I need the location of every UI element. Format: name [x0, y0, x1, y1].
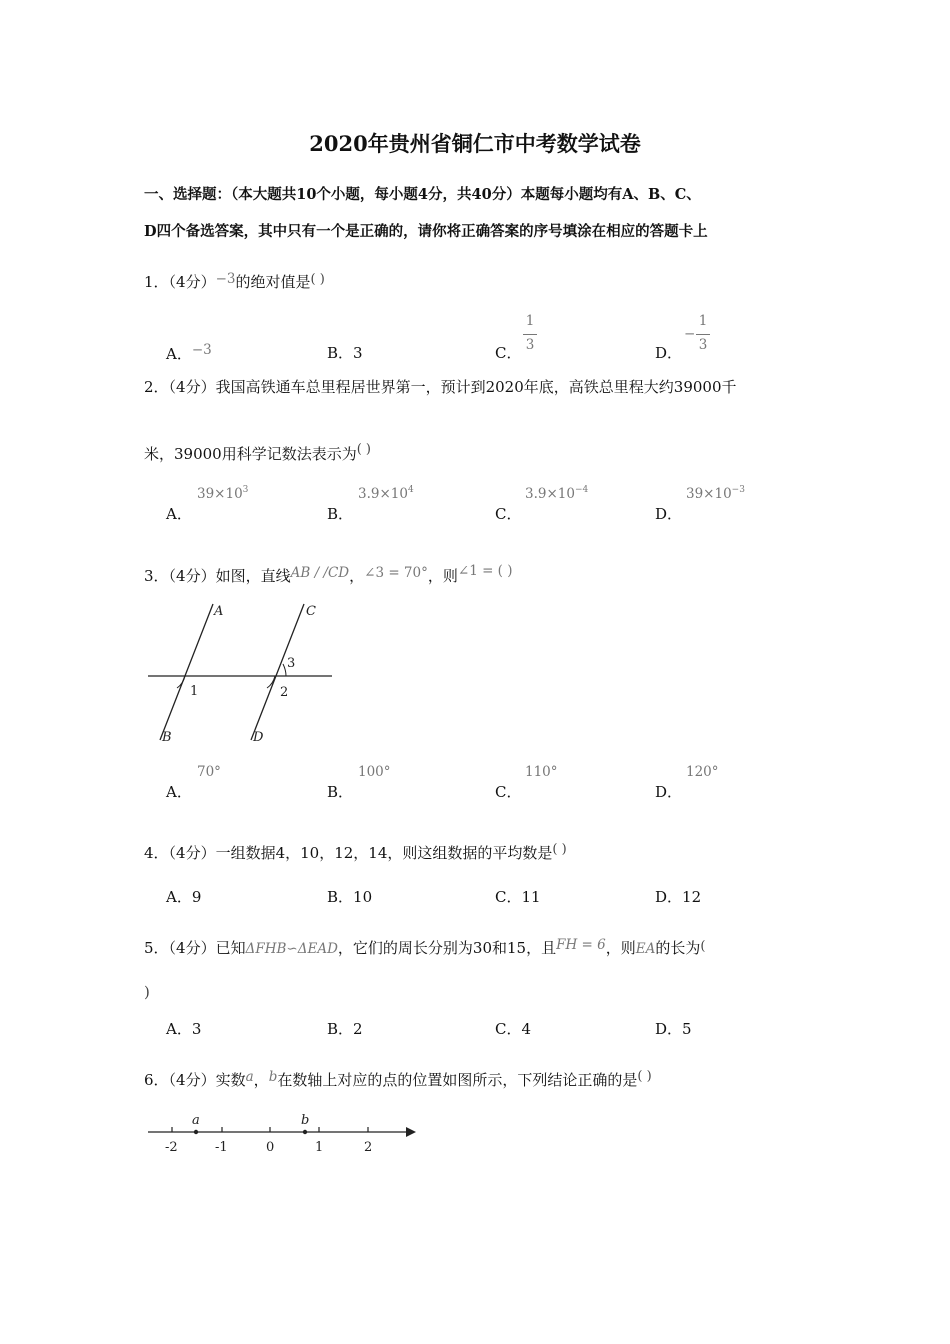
- q4-option-d[interactable]: [655, 886, 701, 907]
- q4-option-c-label: C．: [495, 888, 522, 906]
- q4-option-d-label: D．: [655, 888, 683, 906]
- q6-point-b: [303, 1130, 307, 1134]
- question-1: [144, 271, 325, 292]
- q1-number: 1．（4分）: [144, 273, 216, 291]
- q3-option-c-value: 110°: [525, 764, 558, 780]
- question-6: [144, 1069, 652, 1090]
- q3-line-ab: [160, 604, 213, 740]
- q6-tick-label-0: 0: [266, 1140, 275, 1155]
- q6-tick-label-neg1: -1: [215, 1140, 228, 1155]
- q2-option-a-label[interactable]: A．: [166, 505, 192, 523]
- q3-option-a-label[interactable]: A．: [166, 783, 192, 801]
- q3-label-b: B: [162, 730, 172, 745]
- q1-option-d-fraction-bar: [696, 334, 710, 335]
- q2-option-c-base: 3.9×10: [525, 486, 575, 502]
- q3-label-c: C: [306, 604, 316, 619]
- q3-line-cd: [251, 604, 304, 740]
- q3-option-b-label[interactable]: B．: [327, 783, 354, 801]
- q5-option-b-value: 2: [353, 1020, 363, 1038]
- q1-option-c-label[interactable]: C．: [495, 344, 522, 362]
- q5-math-fh: FH = 6: [556, 937, 606, 953]
- q6-math-b: b: [268, 1069, 278, 1085]
- q5-option-a-label: A．: [166, 1020, 192, 1038]
- q3-text1: 如图，直线: [215, 567, 291, 585]
- q6-paren: ( ): [637, 1069, 652, 1084]
- q5-text1: 已知: [215, 939, 246, 957]
- q3-number: 3．（4分）: [144, 567, 216, 585]
- q2-option-b-value: [358, 485, 414, 502]
- page-title: 2020年贵州省铜仁市中考数学试卷: [309, 131, 641, 156]
- q2-option-d-exponent: −3: [731, 485, 745, 495]
- q2-option-d-base: 39×10: [686, 486, 732, 502]
- q5-option-a[interactable]: [166, 1018, 201, 1039]
- q3-angle3-arc: [283, 664, 286, 676]
- q5-text3: ，则: [605, 939, 636, 957]
- q3-label-angle2: 2: [280, 685, 289, 700]
- q3-separator: ，: [349, 567, 365, 585]
- q2-option-d-label[interactable]: D．: [655, 505, 683, 523]
- q3-label-d: D: [253, 730, 264, 745]
- q1-option-c-numerator: 1: [525, 313, 535, 329]
- q4-paren: ( ): [552, 842, 567, 857]
- q3-math-angle3: ∠3 = 70°: [364, 565, 428, 581]
- q5-number: 5．（4分）: [144, 939, 216, 957]
- q5-option-d[interactable]: [655, 1018, 692, 1039]
- q1-option-d-sign: −: [684, 326, 696, 342]
- q2-option-c-exponent: −4: [574, 485, 589, 495]
- q1-math: −3: [215, 271, 236, 287]
- q5-option-b-label: B．: [327, 1020, 354, 1038]
- q5-option-d-label: D．: [655, 1020, 683, 1038]
- q2-paren: ( ): [356, 442, 371, 457]
- q3-option-c-label[interactable]: C．: [495, 783, 522, 801]
- q5-text4: 的长为: [655, 939, 701, 957]
- q1-option-a-value: −3: [191, 342, 212, 358]
- q6-point-a: [194, 1130, 198, 1134]
- q2-option-c-value: [525, 485, 588, 502]
- q2-option-a-base: 39×10: [197, 486, 243, 502]
- q3-label-angle3: 3: [287, 656, 296, 671]
- q5-text2: ，它们的周长分别为30和15，且: [337, 939, 557, 957]
- q4-option-b-value: 10: [353, 888, 373, 906]
- q2-text-line2: 米，39000用科学记数法表示为: [144, 445, 357, 463]
- q6-point-a-label: a: [192, 1113, 200, 1128]
- q6-math-a: a: [245, 1069, 254, 1085]
- q1-option-b-label: B．: [327, 344, 354, 362]
- q4-option-a-label: A．: [166, 888, 192, 906]
- q3-option-d-label[interactable]: D．: [655, 783, 683, 801]
- q5-option-c-label: C．: [495, 1020, 522, 1038]
- q6-text2: 在数轴上对应的点的位置如图所示，下列结论正确的是: [277, 1071, 638, 1089]
- q1-option-b[interactable]: [327, 342, 363, 363]
- q2-text-line1: 我国高铁通车总里程居世界第一，预计到2020年底，高铁总里程大约39000千: [215, 378, 737, 396]
- q1-option-d-numerator: 1: [698, 313, 708, 329]
- q5-math-ea: EA: [635, 941, 656, 957]
- q2-option-b-label[interactable]: B．: [327, 505, 354, 523]
- q3-text2: ，则: [427, 567, 458, 585]
- q4-option-a[interactable]: [166, 886, 201, 907]
- q1-paren: ( ): [310, 272, 325, 287]
- q4-option-c-value: 11: [521, 888, 541, 906]
- q3-math-parallel: AB / /CD: [290, 565, 350, 581]
- q3-option-b-value: 100°: [358, 764, 391, 780]
- q1-option-a-label: A．: [166, 345, 192, 363]
- q3-option-a-value: 70°: [197, 764, 221, 780]
- q2-option-a-value: [197, 485, 248, 502]
- q5-option-b[interactable]: [327, 1018, 363, 1039]
- q1-text: 的绝对值是: [235, 273, 311, 291]
- q1-option-c-denominator: 3: [525, 337, 535, 353]
- q5-math-similar: ΔFHB∽ΔEAD: [245, 941, 338, 957]
- q4-number: 4．（4分）: [144, 844, 216, 862]
- q4-option-b-label: B．: [327, 888, 354, 906]
- q6-separator: ，: [253, 1071, 269, 1089]
- q6-point-b-label: b: [301, 1113, 310, 1128]
- q4-option-b[interactable]: [327, 886, 372, 907]
- question-5: [144, 937, 705, 958]
- q3-parallel-lines-figure: [140, 598, 340, 746]
- q2-number: 2．（4分）: [144, 378, 216, 396]
- q1-option-a[interactable]: [166, 342, 212, 364]
- q2-option-b-exponent: 4: [407, 485, 414, 495]
- q4-text: 一组数据4，10，12，14，则这组数据的平均数是: [215, 844, 553, 862]
- q5-paren-close: ): [144, 983, 150, 1001]
- q4-option-d-value: 12: [682, 888, 702, 906]
- q6-text1: 实数: [215, 1071, 246, 1089]
- section-instructions-line1: 一、选择题：（本大题共10个小题，每小题4分，共40分）本题每小题均有A、B、C、: [144, 186, 701, 203]
- q3-option-d-value: 120°: [686, 764, 719, 780]
- question-3: [144, 563, 513, 586]
- q1-option-b-value: 3: [353, 344, 363, 362]
- q2-option-d-value: [686, 485, 745, 502]
- q5-paren-open: (: [700, 939, 706, 954]
- q2-option-c-label[interactable]: C．: [495, 505, 522, 523]
- q3-label-angle1: 1: [190, 684, 199, 699]
- question-4: [144, 842, 567, 863]
- q5-option-a-value: 3: [191, 1020, 202, 1038]
- q2-option-a-exponent: 3: [242, 485, 249, 495]
- section-instructions-line2: D四个备选答案，其中只有一个是正确的，请你将正确答案的序号填涂在相应的答题卡上: [144, 223, 708, 240]
- question-2-line1: [144, 376, 737, 397]
- q6-number: 6．（4分）: [144, 1071, 216, 1089]
- q1-option-d-denominator: 3: [698, 337, 708, 353]
- q6-tick-label-1: 1: [315, 1140, 324, 1155]
- q5-option-c[interactable]: [495, 1018, 531, 1039]
- q6-tick-label-neg2: -2: [165, 1140, 178, 1155]
- q6-number-line: [144, 1108, 424, 1156]
- q6-axis-arrow-icon: [406, 1127, 416, 1137]
- q3-label-a: A: [214, 604, 224, 619]
- q1-option-c-fraction-bar: [523, 334, 537, 335]
- q3-math-angle1: ∠1 = ( ): [457, 563, 513, 579]
- q5-option-c-value: 4: [521, 1020, 532, 1038]
- q4-option-c[interactable]: [495, 886, 541, 907]
- q5-option-d-value: 5: [682, 1020, 692, 1038]
- q2-option-b-base: 3.9×10: [358, 486, 408, 502]
- q4-option-a-value: 9: [191, 888, 202, 906]
- q1-option-d-label[interactable]: D．: [655, 344, 683, 362]
- question-2-line2: [144, 442, 371, 464]
- q6-tick-label-2: 2: [364, 1140, 373, 1155]
